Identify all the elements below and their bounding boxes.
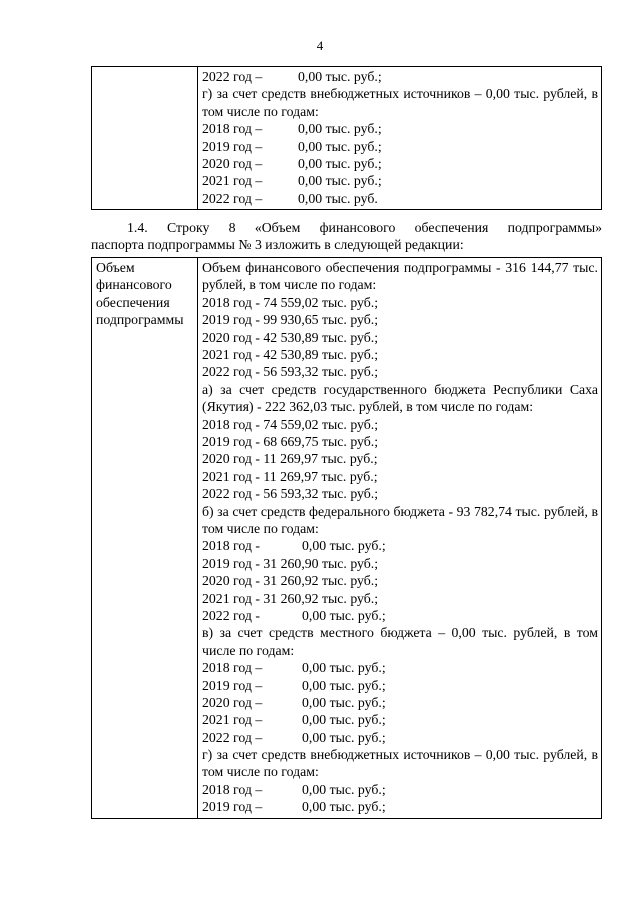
top-year-line: 2018 год – 0,00 тыс. руб.; xyxy=(202,121,382,137)
b-year-line: 2018 год - 0,00 тыс. руб.; xyxy=(202,538,386,554)
top-year-line: 2022 год – 0,00 тыс. руб. xyxy=(202,190,378,206)
top-year-line: 2019 год – 0,00 тыс. руб.; xyxy=(202,138,382,154)
b-year-line: 2019 год - 31 260,90 тыс. руб.; xyxy=(202,555,379,571)
source-v: в) за счет средств местного бюджета – 0,00 тыс. рублей, в том числе по годам: xyxy=(202,625,598,658)
a-year-line: 2022 год - 56 593,32 тыс. руб.; xyxy=(202,486,379,502)
total-year-line: 2021 год - 42 530,89 тыс. руб.; xyxy=(202,346,379,362)
g-year-line: 2018 год – 0,00 тыс. руб.; xyxy=(202,781,386,797)
v-year-line: 2020 год – 0,00 тыс. руб.; xyxy=(202,694,386,710)
source-a: а) за счет средств государственного бюджета Республики Саха (Якутия) - 222 362,03 тыс. рублей, в том числе по годам: xyxy=(202,381,598,415)
top-table-label-cell xyxy=(92,67,198,210)
top-source-g: г) за счет средств внебюджетных источников – 0,00 тыс. рублей, в том числе по годам: xyxy=(202,86,598,119)
top-year-line: 2021 год – 0,00 тыс. руб.; xyxy=(202,173,382,189)
a-year-line: 2019 год - 68 669,75 тыс. руб.; xyxy=(202,433,379,449)
v-year-line: 2021 год – 0,00 тыс. руб.; xyxy=(202,712,386,728)
main-table-label-cell xyxy=(92,258,198,819)
top-year-line: 2020 год – 0,00 тыс. руб.; xyxy=(202,155,382,171)
source-b: б) за счет средств федерального бюджета - 93 782,74 тыс. рублей, в том числе по годам: xyxy=(202,503,598,536)
top-passport-table xyxy=(91,66,602,210)
b-year-line: 2021 год - 31 260,92 тыс. руб.; xyxy=(202,590,379,606)
a-year-line: 2021 год - 11 269,97 тыс. руб.; xyxy=(202,468,378,484)
funding-intro: Объем финансового обеспечения подпрограммы - 316 144,77 тыс. рублей, в том числе по годам: xyxy=(202,260,598,293)
a-year-line: 2018 год - 74 559,02 тыс. руб.; xyxy=(202,416,379,432)
total-year-line: 2018 год - 74 559,02 тыс. руб.; xyxy=(202,294,379,310)
row-label: Объем финансового обеспечения подпрограммы xyxy=(96,260,184,328)
amendment-paragraph xyxy=(91,219,602,253)
total-year-line: 2019 год - 99 930,65 тыс. руб.; xyxy=(202,312,379,328)
total-year-line: 2022 год - 56 593,32 тыс. руб.; xyxy=(202,364,379,380)
b-year-line: 2020 год - 31 260,92 тыс. руб.; xyxy=(202,573,379,589)
b-year-line: 2022 год - 0,00 тыс. руб.; xyxy=(202,607,386,623)
main-table-content-cell xyxy=(198,258,602,819)
a-year-line: 2020 год - 11 269,97 тыс. руб.; xyxy=(202,451,378,467)
amendment-line-1: 1.4. Строку 8 «Объем финансового обеспечения подпрограммы» xyxy=(127,220,602,235)
v-year-line: 2018 год – 0,00 тыс. руб.; xyxy=(202,660,386,676)
top-table-content-cell xyxy=(198,67,602,210)
v-year-line: 2022 год – 0,00 тыс. руб.; xyxy=(202,729,386,745)
amendment-line-2: паспорта подпрограммы № 3 изложить в следующей редакции: xyxy=(91,237,464,253)
total-year-line: 2020 год - 42 530,89 тыс. руб.; xyxy=(202,329,379,345)
page-number: 4 xyxy=(316,38,324,53)
v-year-line: 2019 год – 0,00 тыс. руб.; xyxy=(202,677,386,693)
top-first-year-line: 2022 год – 0,00 тыс. руб.; xyxy=(202,69,382,84)
source-g: г) за счет средств внебюджетных источников – 0,00 тыс. рублей, в том числе по годам: xyxy=(202,747,598,780)
g-year-line: 2019 год – 0,00 тыс. руб.; xyxy=(202,799,386,815)
main-passport-table xyxy=(91,257,602,819)
